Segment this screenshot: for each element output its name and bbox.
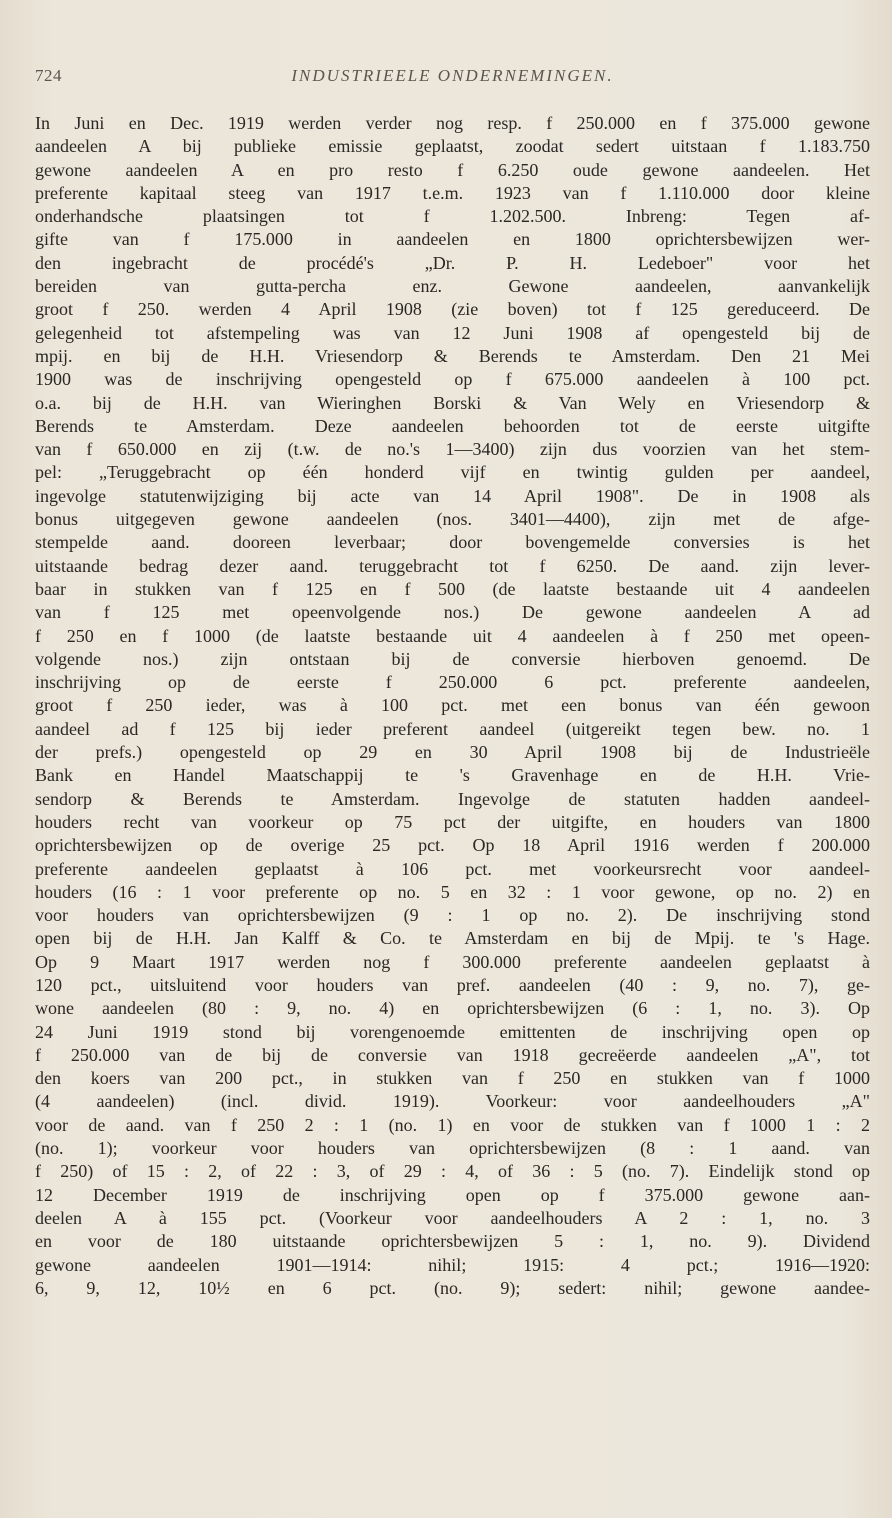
text-line: gelegenheid tot afstempeling was van 12 Juni 1908 af opengesteld bij de [35,322,870,343]
text-line: preferente aandeelen geplaatst à 106 pct. met voorkeursrecht voor aandeel- [35,858,870,879]
text-line: sendorp & Berends te Amsterdam. Ingevolge de statuten hadden aandeel- [35,788,870,809]
text-line: gewone aandeelen 1901—1914: nihil; 1915: 4 pct.; 1916—1920: [35,1254,870,1275]
text-line: stempelde aand. dooreen leverbaar; door bovengemelde conversies is het [35,532,870,553]
page-number: 724 [35,66,62,85]
text-line: inschrijving op de eerste f 250.000 6 pct. preferente aandeelen, [35,672,870,693]
text-line: en voor de 180 uitstaande oprichtersbewijzen 5 : 1, no. 9). Dividend [35,1231,870,1252]
text-line: f 250.000 van de bij de conversie van 1918 gecreëerde aandeelen „A", tot [35,1044,870,1065]
text-line: (4 aandeelen) (incl. divid. 1919). Voorkeur: voor aandeelhouders „A" [35,1091,870,1112]
text-line: groot f 250 ieder, was à 100 pct. met een bonus van één gewoon [35,695,870,716]
text-line: 12 December 1919 de inschrijving open op f 375.000 gewone aan- [35,1184,870,1205]
text-line: 6, 9, 12, 10½ en 6 pct. (no. 9); sedert: nihil; gewone aandee- [35,1277,870,1298]
text-line: preferente kapitaal steeg van 1917 t.e.m. 1923 van f 1.110.000 door kleine [35,182,870,203]
text-line: der prefs.) opengesteld op 29 en 30 April 1908 bij de Industrieële [35,742,870,763]
text-line: f 250 en f 1000 (de laatste bestaande uit 4 aandeelen à f 250 met opeen- [35,625,870,646]
text-line: bonus uitgegeven gewone aandeelen (nos. 3401—4400), zijn met de afge- [35,509,870,530]
text-line: open bij de H.H. Jan Kalff & Co. te Amsterdam en bij de Mpij. te 's Hage. [35,928,870,949]
text-line: 120 pct., uitsluitend voor houders van pref. aandeelen (40 : 9, no. 7), ge- [35,974,870,995]
text-line: den koers van 200 pct., in stukken van f 250 en stukken van f 1000 [35,1068,870,1089]
text-line: pel: „Teruggebracht op één honderd vijf en twintig gulden per aandeel, [35,462,870,483]
text-line: ingevolge statutenwijziging bij acte van 14 April 1908". De in 1908 als [35,485,870,506]
text-line: (no. 1); voorkeur voor houders van oprichtersbewijzen (8 : 1 aand. van [35,1138,870,1159]
text-line: mpij. en bij de H.H. Vriesendorp & Berends te Amsterdam. Den 21 Mei [35,345,870,366]
text-line: uitstaande bedrag dezer aand. teruggebracht tot f 6250. De aand. zijn lever- [35,555,870,576]
text-line: Op 9 Maart 1917 werden nog f 300.000 preferente aandeelen geplaatst à [35,951,870,972]
text-line: oprichtersbewijzen op de overige 25 pct. Op 18 April 1916 werden f 200.000 [35,835,870,856]
text-line: van f 125 met opeenvolgende nos.) De gewone aandeelen A ad [35,602,870,623]
text-line: wone aandeelen (80 : 9, no. 4) en oprichtersbewijzen (6 : 1, no. 3). Op [35,998,870,1019]
text-line: Berends te Amsterdam. Deze aandeelen behoorden tot de eerste uitgifte [35,415,870,436]
text-line: deelen A à 155 pct. (Voorkeur voor aandeelhouders A 2 : 1, no. 3 [35,1207,870,1228]
text-line: baar in stukken van f 125 en f 500 (de laatste bestaande uit 4 aandeelen [35,578,870,599]
text-line: onderhandsche plaatsingen tot f 1.202.500. Inbreng: Tegen af- [35,206,870,227]
running-title: INDUSTRIEELE ONDERNEMINGEN. [291,66,614,85]
text-line: voor de aand. van f 250 2 : 1 (no. 1) en voor de stukken van f 1000 1 : 2 [35,1114,870,1135]
text-line: van f 650.000 en zij (t.w. de no.'s 1—3400) zijn dus voorzien van het stem- [35,439,870,460]
text-line: houders (16 : 1 voor preferente op no. 5 en 32 : 1 voor gewone, op no. 2) en [35,881,870,902]
text-line: volgende nos.) zijn ontstaan bij de conversie hierboven genoemd. De [35,648,870,669]
text-line: den ingebracht de procédé's „Dr. P. H. Ledeboer" voor het [35,252,870,273]
text-line: aandeelen A bij publieke emissie geplaatst, zoodat sedert uitstaan f 1.183.750 [35,136,870,157]
running-header [35,66,870,86]
text-line: 24 Juni 1919 stond bij vorengenoemde emittenten de inschrijving open op [35,1021,870,1042]
text-line: houders recht van voorkeur op 75 pct der uitgifte, en houders van 1800 [35,811,870,832]
text-line: In Juni en Dec. 1919 werden verder nog resp. f 250.000 en f 375.000 gewone [35,113,870,133]
text-line: groot f 250. werden 4 April 1908 (zie boven) tot f 125 gereduceerd. De [35,299,870,320]
body-text [35,112,870,1300]
text-line: voor houders van oprichtersbewijzen (9 : 1 op no. 2). De inschrijving stond [35,905,870,926]
text-line: gewone aandeelen A en pro resto f 6.250 oude gewone aandeelen. Het [35,159,870,180]
text-line: o.a. bij de H.H. van Wieringhen Borski & Van Wely en Vriesendorp & [35,392,870,413]
text-line: f 250) of 15 : 2, of 22 : 3, of 29 : 4, of 36 : 5 (no. 7). Eindelijk stond op [35,1161,870,1182]
text-line: 1900 was de inschrijving opengesteld op f 675.000 aandeelen à 100 pct. [35,369,870,390]
text-line: gifte van f 175.000 in aandeelen en 1800 oprichtersbewijzen wer- [35,229,870,250]
text-line: Bank en Handel Maatschappij te 's Gravenhage en de H.H. Vrie- [35,765,870,786]
text-line: bereiden van gutta-percha enz. Gewone aandeelen, aanvankelijk [35,276,870,297]
text-line: aandeel ad f 125 bij ieder preferent aandeel (uitgereikt tegen bew. no. 1 [35,718,870,739]
